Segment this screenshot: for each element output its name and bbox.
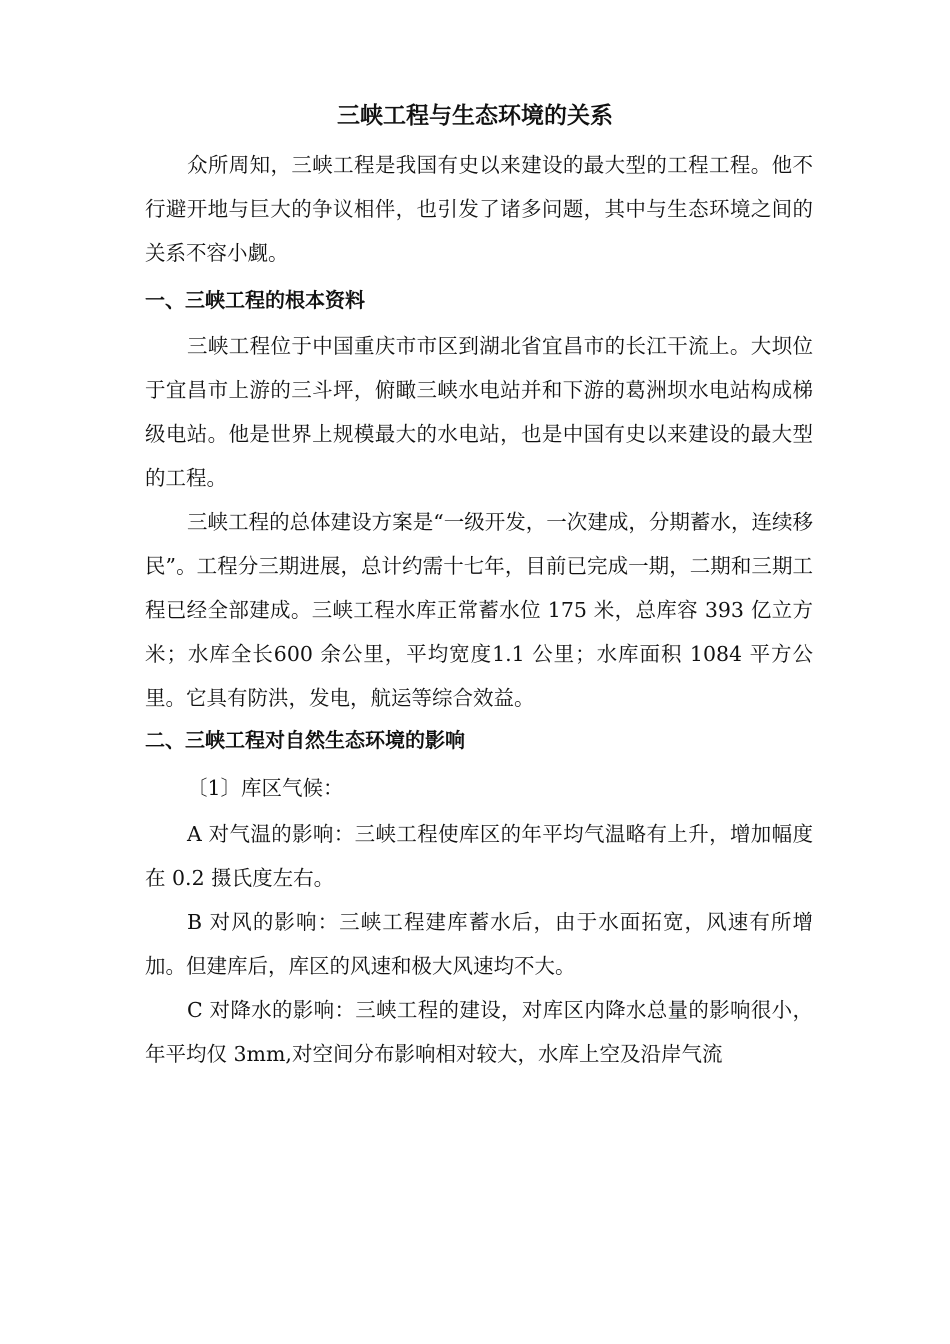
- paragraph-temperature: A 对气温的影响：三峡工程使库区的年平均气温略有上升，增加幅度在 0.2 摄氏度左右。: [145, 822, 813, 890]
- section-1-heading: 一、三峡工程的根本资料: [145, 288, 365, 312]
- paragraph-precipitation: C 对降水的影响：三峡工程的建设，对库区内降水总量的影响很小，年平均仅 3mm,对空间分布影响相对较大，水库上空及沿岸气流: [145, 998, 813, 1066]
- intro-paragraph: 众所周知，三峡工程是我国有史以来建设的最大型的工程工程。他不行避开地与巨大的争议相伴，也引发了诸多问题，其中与生态环境之间的关系不容小觑。: [145, 153, 813, 265]
- section-1-paragraph-location: 三峡工程位于中国重庆市市区到湖北省宜昌市的长江干流上。大坝位于宜昌市上游的三斗坪，俯瞰三峡水电站并和下游的葛洲坝水电站构成梯级电站。他是世界上规模最大的水电站，也是中国有史以来建设的最大型的工程。: [145, 334, 813, 490]
- document-title: 三峡工程与生态环境的关系: [337, 102, 613, 129]
- section-2-heading: 二、三峡工程对自然生态环境的影响: [145, 728, 465, 752]
- section-2-subheading: 〔1〕库区气候：: [187, 776, 344, 800]
- paragraph-wind: B 对风的影响：三峡工程建库蓄水后，由于水面拓宽，风速有所增加。但建库后，库区的风速和极大风速均不大。: [145, 910, 813, 978]
- section-1-paragraph-plan: 三峡工程的总体建设方案是“一级开发，一次建成，分期蓄水，连续移民”。工程分三期进展，总计约需十七年，目前已完成一期，二期和三期工程已经全部建成。三峡工程水库正常蓄水位 175 米，总库容 393 亿立方米；水库全长600 余公里，平均宽度1.1 公里；水库面积 1084 平方公里。它具有防洪，发电，航运等综合效益。: [145, 510, 813, 710]
